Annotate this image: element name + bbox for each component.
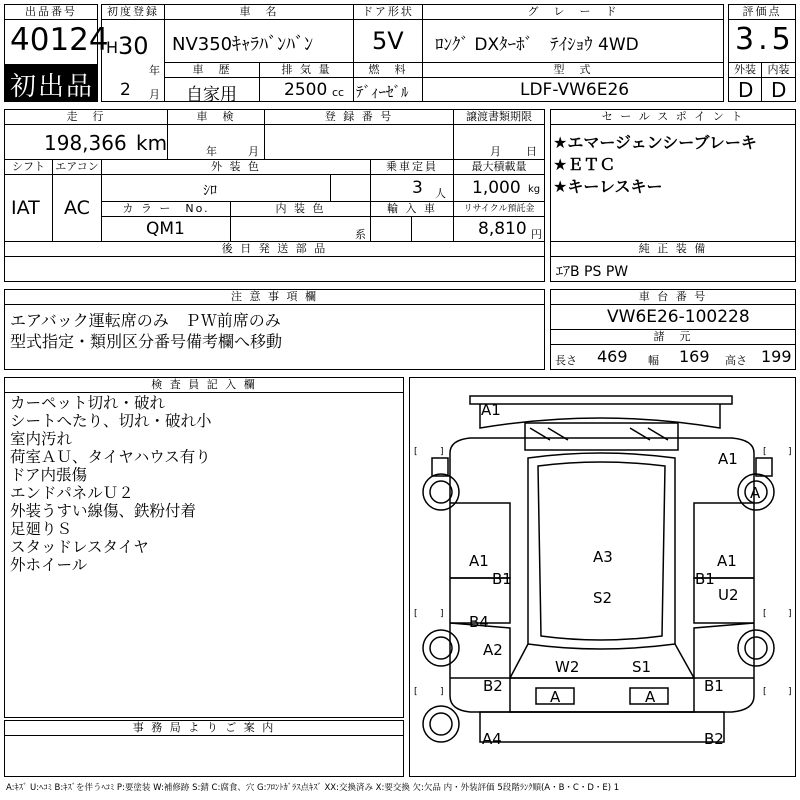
color-no: QM1 bbox=[146, 219, 185, 239]
displacement: 2500 bbox=[284, 80, 328, 100]
shift-label: シフト bbox=[4, 159, 53, 175]
first-listing: 初出品 bbox=[10, 72, 95, 102]
load-label: 最大積載量 bbox=[453, 159, 545, 175]
rear-right-hub bbox=[745, 637, 767, 659]
interior-label: 内装 bbox=[761, 62, 796, 78]
inspector-line: 足廻りＳ bbox=[10, 520, 73, 538]
front-bumper-shape bbox=[470, 396, 732, 404]
history: 自家用 bbox=[186, 85, 237, 105]
inspector-line: スタッドレスタイヤ bbox=[10, 538, 149, 556]
first-reg-label: 初度登録 bbox=[101, 4, 165, 20]
capacity-label: 乗車定員 bbox=[370, 159, 454, 175]
mark-a-light-l: A bbox=[550, 688, 561, 706]
import-cell-2 bbox=[411, 216, 454, 242]
sales-points-label: セ ー ル ス ポ イ ン ト bbox=[550, 109, 796, 125]
right-bracket-3: [ bbox=[763, 609, 767, 619]
model-label: 型 式 bbox=[422, 62, 724, 78]
km-unit: km bbox=[136, 131, 168, 155]
plate-label: 登 録 番 号 bbox=[264, 109, 454, 125]
grade: ﾛﾝｸﾞ DXﾀｰﾎﾞ ﾃｲｼｮｳ 4WD bbox=[435, 35, 639, 55]
insp-month: 月 bbox=[248, 145, 259, 158]
width-label: 幅 bbox=[648, 354, 659, 367]
front-left-wheel bbox=[423, 474, 459, 510]
ext-color-label: 外 装 色 bbox=[101, 159, 371, 175]
mark-a4: A4 bbox=[482, 730, 502, 748]
mark-a1-right: A1 bbox=[718, 450, 738, 468]
dims-label: 諸 元 bbox=[550, 329, 796, 345]
mark-a1-top: A1 bbox=[481, 401, 501, 419]
equipment: ｴｱB PS PW bbox=[556, 264, 629, 280]
grade-label: グ レ ー ド bbox=[422, 4, 724, 20]
cc-unit: cc bbox=[332, 86, 345, 99]
recycle: 8,810 bbox=[478, 219, 527, 239]
door-label: ドア形状 bbox=[353, 4, 423, 20]
ext-color-extra bbox=[330, 174, 371, 202]
mileage: 198,366 bbox=[44, 131, 127, 155]
office-cell bbox=[4, 735, 404, 777]
era: H bbox=[106, 38, 119, 57]
rear-bumper-shape bbox=[480, 712, 724, 742]
mark-w2: W2 bbox=[555, 658, 580, 676]
fuel: ﾃﾞｨｰｾﾞﾙ bbox=[356, 83, 409, 101]
score-label: 評価点 bbox=[728, 4, 796, 20]
mark-a-wheel: A bbox=[750, 484, 761, 502]
transfer-month: 月 bbox=[490, 145, 501, 158]
ac: AC bbox=[64, 197, 90, 219]
load: 1,000 bbox=[472, 178, 521, 198]
car-diagram-svg bbox=[410, 378, 795, 776]
spare-wheel bbox=[423, 706, 459, 742]
import-cell bbox=[370, 216, 412, 242]
dims-cell bbox=[550, 344, 796, 370]
inspector-line: エンドパネルＵ２ bbox=[10, 484, 134, 502]
exterior: D bbox=[738, 78, 754, 102]
rear-left-wheel bbox=[423, 630, 459, 666]
mark-b1-rear: B1 bbox=[704, 677, 724, 695]
left-bracket-6: ] bbox=[440, 687, 444, 697]
door: 5V bbox=[372, 27, 404, 55]
inspector-label: 検 査 員 記 入 欄 bbox=[4, 377, 404, 393]
mark-b1-right: B1 bbox=[695, 570, 715, 588]
ext-color: ｼﾛ bbox=[203, 183, 217, 199]
mark-s1: S1 bbox=[632, 658, 652, 676]
transfer-day: 日 bbox=[526, 145, 537, 158]
displacement-label: 排 気 量 bbox=[259, 62, 354, 78]
inspector-line: 荷室ＡＵ、タイヤハウス有り bbox=[10, 448, 211, 466]
load-unit: kg bbox=[528, 184, 541, 195]
notes-line-1: エアバック運転席のみ ＰＷ前席のみ bbox=[10, 311, 281, 330]
damage-diagram bbox=[409, 377, 796, 777]
right-mirror bbox=[756, 458, 772, 476]
front-left-hub bbox=[430, 481, 452, 503]
int-color-suffix: 系 bbox=[355, 228, 366, 241]
tailgate-shape bbox=[510, 678, 694, 712]
left-bracket-5: [ bbox=[414, 687, 418, 697]
legend: A:ｷｽﾞ U:ﾍｺﾐ B:ｷｽﾞを伴うﾍｺﾐ P:要塗装 W:補修跡 S:錆 C:腐食、穴 G:ﾌﾛﾝﾄｶﾞﾗｽ点ｷｽﾞ XX:交換済み X:要交換 欠:欠品 内・外装評価 5段階ﾗﾝｸ順(A・B・C・D・E) 1 bbox=[6, 783, 620, 793]
inspector-line: 外装うすい線傷、鉄粉付着 bbox=[10, 502, 197, 520]
sales-point-2: ★ＥＴＣ bbox=[553, 155, 616, 174]
recycle-label: リサイクル預託金 bbox=[453, 201, 545, 217]
model: LDF-VW6E26 bbox=[520, 80, 630, 100]
mileage-label: 走 行 bbox=[4, 109, 168, 125]
later-parts-label: 後 日 発 送 部 品 bbox=[4, 241, 545, 257]
mark-b1-left: B1 bbox=[492, 570, 512, 588]
reg-month: 2 bbox=[120, 80, 131, 100]
inspector-line: ドア内張傷 bbox=[10, 466, 88, 484]
office-label: 事 務 局 よ り ご 案 内 bbox=[4, 720, 404, 736]
notes-label: 注 意 事 項 欄 bbox=[4, 289, 545, 305]
mark-b2-left: B2 bbox=[483, 677, 503, 695]
capacity: 3 bbox=[412, 178, 423, 198]
mark-b4: B4 bbox=[469, 613, 489, 631]
car-name: NV350ｷｬﾗﾊﾞﾝﾊﾞﾝ bbox=[172, 34, 314, 55]
length: 469 bbox=[597, 347, 628, 366]
rear-left-hub bbox=[430, 637, 452, 659]
shift: IAT bbox=[11, 197, 40, 219]
insp-year: 年 bbox=[206, 145, 217, 158]
rear-right-wheel bbox=[738, 630, 774, 666]
fuel-label: 燃 料 bbox=[353, 62, 423, 78]
sales-point-1: ★エマージェンシーブレーキ bbox=[553, 133, 757, 152]
car-name-label: 車 名 bbox=[164, 4, 354, 20]
hood-shape bbox=[480, 404, 720, 428]
spare-hub bbox=[430, 713, 452, 735]
mark-a1-left-mid: A1 bbox=[469, 552, 489, 570]
mark-b2-rear: B2 bbox=[704, 730, 724, 748]
int-color-cell bbox=[230, 216, 371, 242]
transfer-label: 譲渡書類期限 bbox=[453, 109, 545, 125]
interior: D bbox=[771, 78, 787, 102]
plate-cell bbox=[264, 124, 454, 160]
mark-s2: S2 bbox=[593, 589, 613, 607]
mark-a-light-r: A bbox=[645, 688, 656, 706]
windshield-shape bbox=[525, 423, 678, 450]
inspector-line: カーペット切れ・破れ bbox=[10, 394, 166, 412]
sales-point-3: ★キーレスキー bbox=[553, 177, 663, 196]
length-label: 長さ bbox=[555, 354, 577, 367]
left-bracket-2: ] bbox=[440, 447, 444, 457]
right-bracket-6: ] bbox=[788, 687, 792, 697]
score: 3.5 bbox=[735, 22, 795, 57]
left-bracket-1: [ bbox=[414, 447, 418, 457]
lot-no-label: 出品番号 bbox=[4, 4, 98, 20]
right-bracket-4: ] bbox=[788, 609, 792, 619]
lot-no: 40124 bbox=[10, 22, 109, 58]
month-unit: 月 bbox=[149, 88, 160, 101]
notes-line-2: 型式指定・類別区分番号備考欄へ移動 bbox=[10, 332, 283, 351]
right-bracket-1: [ bbox=[763, 447, 767, 457]
height-label: 高さ bbox=[725, 354, 747, 367]
height: 199 bbox=[761, 347, 792, 366]
mark-u2: U2 bbox=[718, 586, 739, 604]
mark-a2: A2 bbox=[483, 641, 503, 659]
equipment-label: 純 正 装 備 bbox=[550, 241, 796, 257]
mark-a3: A3 bbox=[593, 548, 613, 566]
import-label: 輸 入 車 bbox=[370, 201, 454, 217]
exterior-label: 外装 bbox=[728, 62, 762, 78]
width: 169 bbox=[679, 347, 710, 366]
inspection-label: 車 検 bbox=[167, 109, 265, 125]
reg-year: 30 bbox=[118, 32, 149, 60]
right-bracket-5: [ bbox=[763, 687, 767, 697]
color-no-label: カ ラ ー No. bbox=[101, 201, 231, 217]
inspector-lines bbox=[10, 394, 212, 574]
inspector-line: シートへたり、切れ・破れ小 bbox=[10, 412, 212, 430]
ac-label: エアコン bbox=[52, 159, 102, 175]
left-bracket-4: ] bbox=[440, 609, 444, 619]
capacity-unit: 人 bbox=[435, 187, 446, 200]
later-parts-cell bbox=[4, 256, 545, 282]
chassis-no: VW6E26-100228 bbox=[607, 307, 750, 327]
recycle-unit: 円 bbox=[531, 228, 542, 241]
int-color-label: 内 装 色 bbox=[230, 201, 371, 217]
year-unit: 年 bbox=[149, 64, 160, 77]
left-bracket-3: [ bbox=[414, 609, 418, 619]
inspector-line: 外ホイール bbox=[10, 556, 88, 574]
inspector-line: 室内汚れ bbox=[10, 430, 73, 448]
right-bracket-2: ] bbox=[788, 447, 792, 457]
mark-a1-right-mid: A1 bbox=[717, 552, 737, 570]
chassis-label: 車 台 番 号 bbox=[550, 289, 796, 305]
history-label: 車 歴 bbox=[164, 62, 260, 78]
